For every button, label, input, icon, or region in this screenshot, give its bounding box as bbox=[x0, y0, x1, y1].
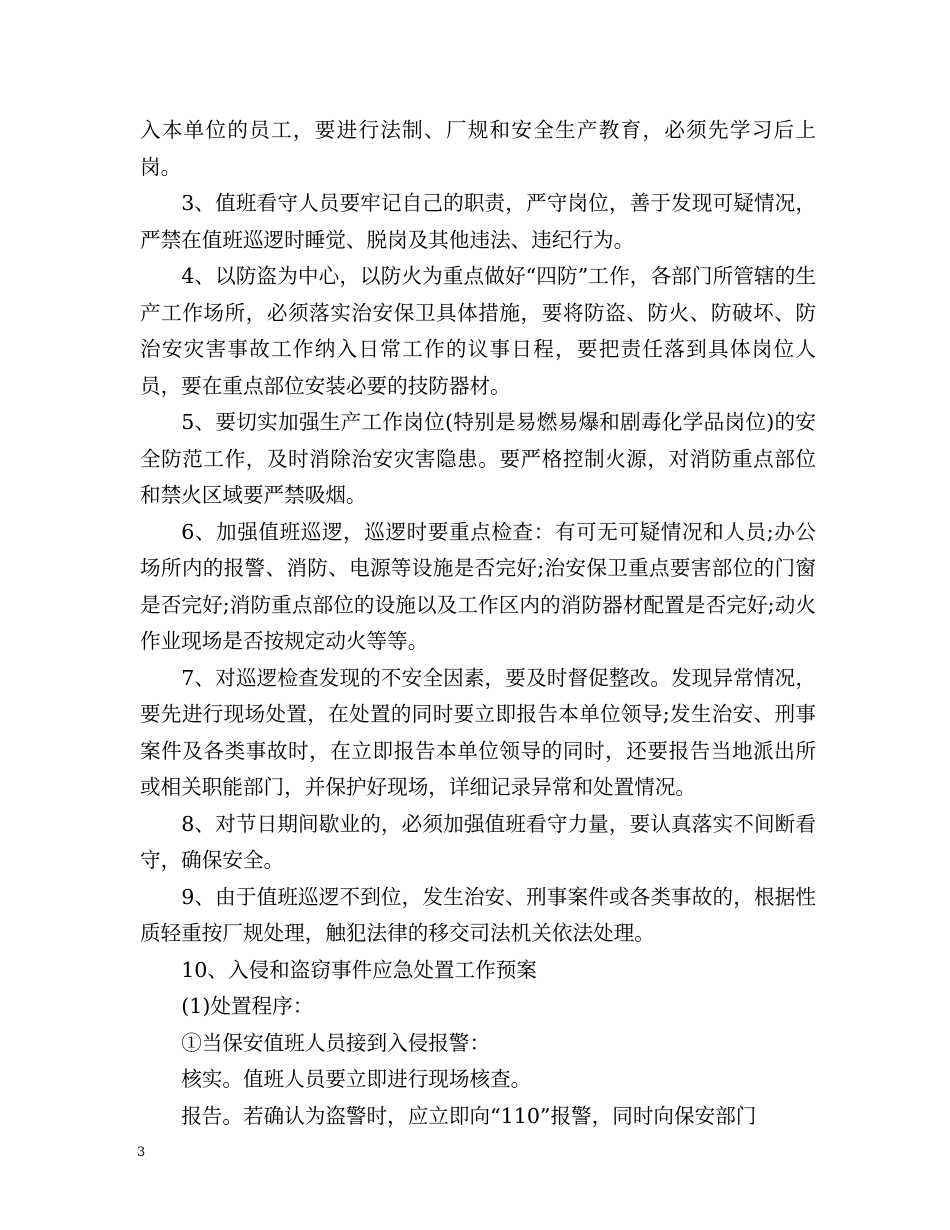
paragraph-report: 报告。若确认为盗警时，应立即向“110”报警，同时向保安部门 bbox=[181, 1103, 757, 1128]
paragraph-continuation: 入本单位的员工，要进行法制、厂规和安全生产教育，必须先学习后上岗。 bbox=[140, 118, 816, 179]
paragraph-item-8: 8、对节日期间歇业的，必须加强值班看守力量，要认真落实不间断看守，确保安全。 bbox=[140, 811, 816, 872]
paragraph-item-5: 5、要切实加强生产工作岗位(特别是易燃易爆和剧毒化学品岗位)的安全防范工作，及时消除治安灾害隐患。要严格控制火源，对消防重点部位和禁火区域要严禁吸烟。 bbox=[140, 410, 816, 507]
paragraph-procedure-heading: (1)处置程序： bbox=[181, 994, 314, 1018]
paragraph-intrusion-alarm: ①当保安值班人员接到入侵报警： bbox=[181, 1030, 491, 1055]
body-text bbox=[140, 112, 816, 1134]
paragraph-item-7: 7、对巡逻检查发现的不安全因素，要及时督促整改。发现异常情况，要先进行现场处置，在处置的同时要立即报告本单位领导;发生治安、刑事案件及各类事故时，在立即报告本单位领导的同时，还要报告当地派出所或相关职能部门，并保护好现场，详细记录异常和处置情况。 bbox=[140, 665, 816, 799]
paragraph-item-4: 4、以防盗为中心，以防火为重点做好“四防”工作，各部门所管辖的生产工作场所，必须落实治安保卫具体措施，要将防盗、防火、防破坏、防治安灾害事故工作纳入日常工作的议事日程，要把责任落到具体岗位人员，要在重点部位安装必要的技防器材。 bbox=[140, 264, 816, 398]
paragraph-verify: 核实。值班人员要立即进行现场核查。 bbox=[181, 1067, 532, 1091]
paragraph-item-9: 9、由于值班巡逻不到位，发生治安、刑事案件或各类事故的，根据性质轻重按厂规处理，触犯法律的移交司法机关依法处理。 bbox=[140, 884, 816, 945]
paragraph-item-6: 6、加强值班巡逻，巡逻时要重点检查：有可无可疑情况和人员;办公场所内的报警、消防、电源等设施是否完好;治安保卫重点要害部位的门窗是否完好;消防重点部位的设施以及工作区内的消防器材配置是否完好;动火作业现场是否按规定动火等等。 bbox=[140, 519, 816, 653]
page-number: 3 bbox=[137, 1145, 146, 1160]
paragraph-item-10-heading: 10、入侵和盗窃事件应急处置工作预案 bbox=[181, 957, 537, 982]
paragraph-item-3: 3、值班看守人员要牢记自己的职责，严守岗位，善于发现可疑情况，严禁在值班巡逻时睡觉、脱岗及其他违法、违纪行为。 bbox=[140, 191, 816, 252]
